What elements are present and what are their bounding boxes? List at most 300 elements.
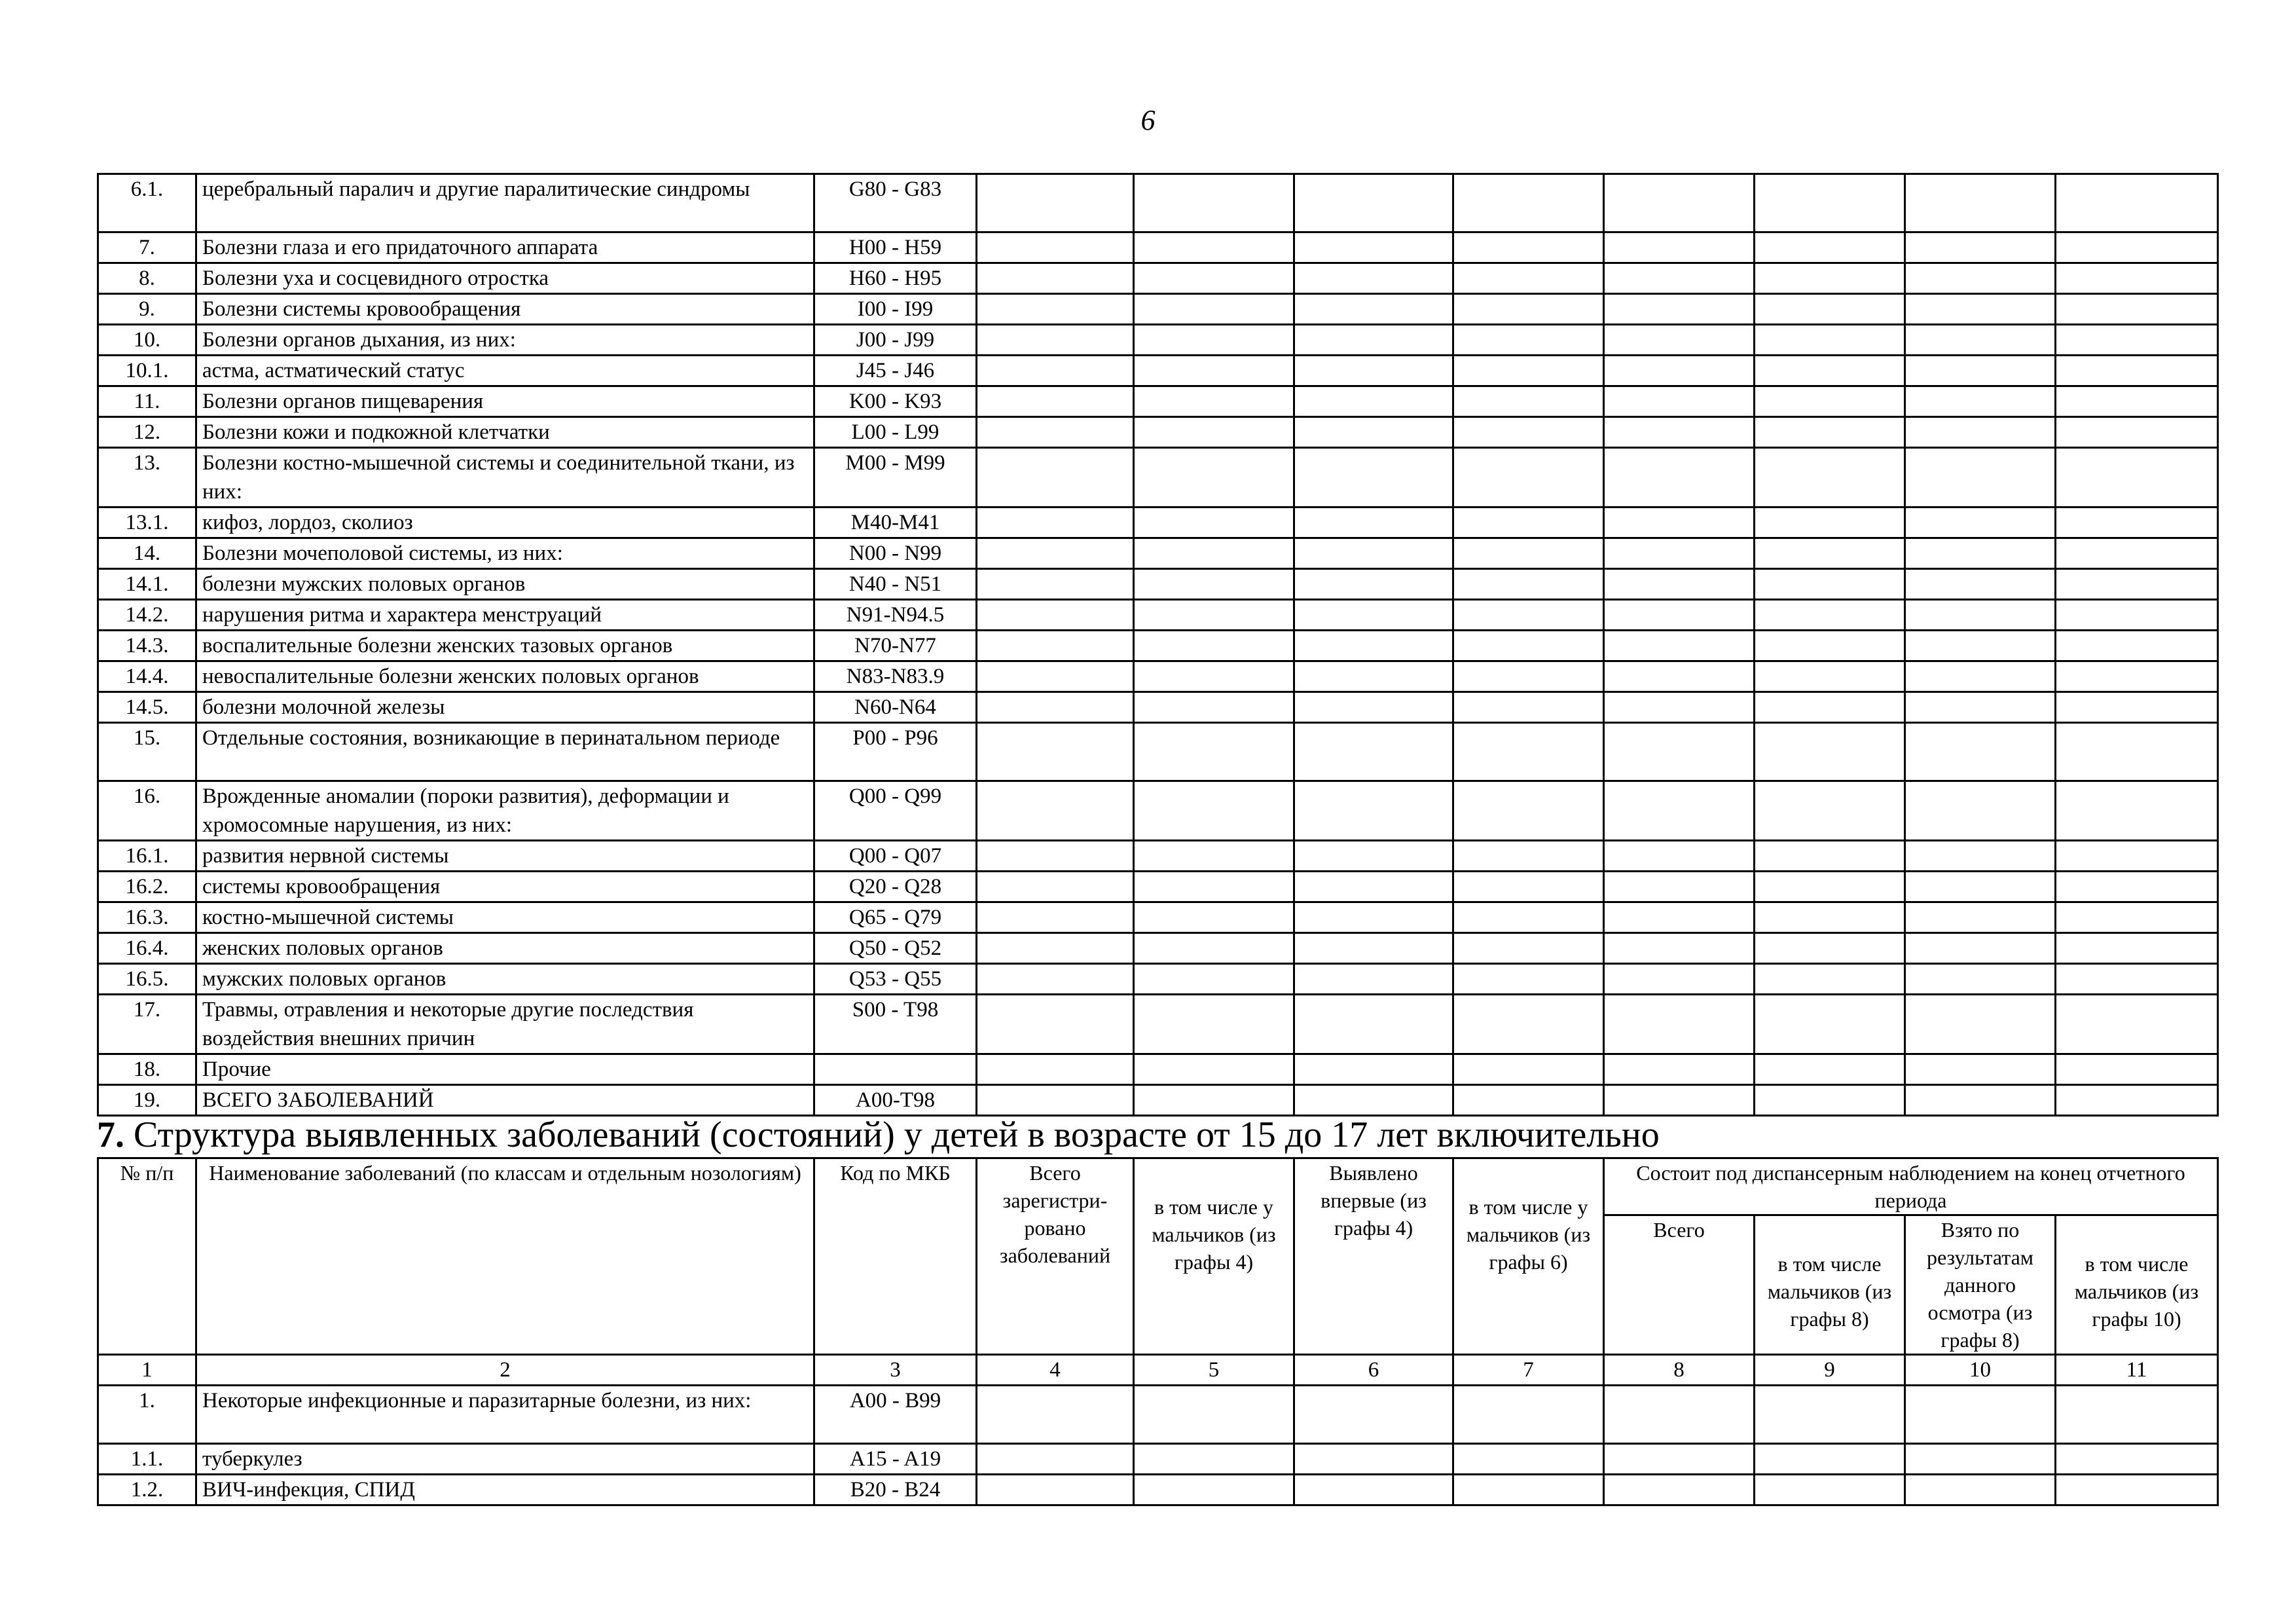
empty-cell[interactable] [1905, 174, 2056, 232]
empty-cell[interactable] [1294, 723, 1453, 781]
empty-cell[interactable] [1453, 263, 1604, 294]
empty-cell[interactable] [1453, 872, 1604, 902]
empty-cell[interactable] [2056, 723, 2218, 781]
empty-cell[interactable] [1604, 294, 1755, 325]
empty-cell[interactable] [977, 841, 1134, 872]
empty-cell[interactable] [1453, 964, 1604, 995]
empty-cell[interactable] [1134, 448, 1294, 507]
row-name: болезни мужских половых органов [196, 569, 814, 600]
empty-cell[interactable] [1604, 661, 1755, 692]
row-code: A15 - A19 [814, 1444, 977, 1475]
empty-cell[interactable] [1134, 325, 1294, 356]
empty-cell[interactable] [2056, 600, 2218, 631]
header-name: Наименование заболеваний (по классам и отдельным нозологиям) [196, 1158, 814, 1355]
empty-cell[interactable] [1604, 1444, 1755, 1475]
empty-cell[interactable] [1755, 1444, 1905, 1475]
row-name: болезни молочной железы [196, 692, 814, 723]
row-name: Болезни системы кровообращения [196, 294, 814, 325]
row-name: Болезни органов пищеварения [196, 386, 814, 417]
empty-cell[interactable] [977, 386, 1134, 417]
disease-table-continued [97, 173, 2219, 1116]
column-number: 7 [1453, 1355, 1604, 1386]
empty-cell[interactable] [977, 995, 1134, 1054]
row-number: 16.5. [98, 964, 196, 995]
empty-cell[interactable] [2056, 1054, 2218, 1085]
header-num: № п/п [98, 1158, 196, 1355]
empty-cell[interactable] [1755, 995, 1905, 1054]
empty-cell[interactable] [1905, 538, 2056, 569]
empty-cell[interactable] [977, 933, 1134, 964]
empty-cell[interactable] [1604, 569, 1755, 600]
empty-cell[interactable] [977, 448, 1134, 507]
row-code: N83-N83.9 [814, 661, 977, 692]
empty-cell[interactable] [2056, 964, 2218, 995]
empty-cell[interactable] [1453, 1444, 1604, 1475]
empty-cell[interactable] [1453, 1085, 1604, 1116]
empty-cell[interactable] [1294, 841, 1453, 872]
empty-cell[interactable] [1453, 325, 1604, 356]
empty-cell[interactable] [1134, 507, 1294, 538]
row-code: N40 - N51 [814, 569, 977, 600]
empty-cell[interactable] [1453, 1475, 1604, 1505]
empty-cell[interactable] [977, 692, 1134, 723]
empty-cell[interactable] [2056, 386, 2218, 417]
empty-cell[interactable] [2056, 1085, 2218, 1116]
row-number: 14.1. [98, 569, 196, 600]
row-code: N60-N64 [814, 692, 977, 723]
empty-cell[interactable] [1294, 417, 1453, 448]
empty-cell[interactable] [1294, 1475, 1453, 1505]
empty-cell[interactable] [1294, 631, 1453, 661]
empty-cell[interactable] [1134, 995, 1294, 1054]
table-row [98, 692, 2218, 723]
empty-cell[interactable] [977, 723, 1134, 781]
empty-cell[interactable] [1453, 507, 1604, 538]
empty-cell[interactable] [1453, 841, 1604, 872]
table-row [98, 356, 2218, 386]
table-row [98, 538, 2218, 569]
empty-cell[interactable] [1905, 872, 2056, 902]
empty-cell[interactable] [977, 325, 1134, 356]
row-name: туберкулез [196, 1444, 814, 1475]
empty-cell[interactable] [1294, 294, 1453, 325]
empty-cell[interactable] [1134, 661, 1294, 692]
empty-cell[interactable] [1604, 417, 1755, 448]
empty-cell[interactable] [1294, 964, 1453, 995]
empty-cell[interactable] [1134, 1085, 1294, 1116]
empty-cell[interactable] [1755, 872, 1905, 902]
empty-cell[interactable] [977, 507, 1134, 538]
column-number: 5 [1134, 1355, 1294, 1386]
row-code: A00-T98 [814, 1085, 977, 1116]
empty-cell[interactable] [1134, 781, 1294, 841]
empty-cell[interactable] [1134, 600, 1294, 631]
empty-cell[interactable] [2056, 631, 2218, 661]
table-row [98, 872, 2218, 902]
empty-cell[interactable] [1604, 356, 1755, 386]
empty-cell[interactable] [1905, 294, 2056, 325]
row-number: 13. [98, 448, 196, 507]
empty-cell[interactable] [2056, 263, 2218, 294]
empty-cell[interactable] [977, 174, 1134, 232]
empty-cell[interactable] [1294, 325, 1453, 356]
row-code: A00 - B99 [814, 1386, 977, 1444]
empty-cell[interactable] [2056, 417, 2218, 448]
row-code: L00 - L99 [814, 417, 977, 448]
empty-cell[interactable] [1294, 872, 1453, 902]
empty-cell[interactable] [1134, 1054, 1294, 1085]
empty-cell[interactable] [977, 600, 1134, 631]
empty-cell[interactable] [1905, 1386, 2056, 1444]
empty-cell[interactable] [1294, 692, 1453, 723]
table-row [98, 263, 2218, 294]
empty-cell[interactable] [1755, 448, 1905, 507]
empty-cell[interactable] [1134, 933, 1294, 964]
row-number: 15. [98, 723, 196, 781]
table-row [98, 631, 2218, 661]
table-row [98, 1386, 2218, 1444]
row-name: системы кровообращения [196, 872, 814, 902]
empty-cell[interactable] [1134, 538, 1294, 569]
empty-cell[interactable] [2056, 1444, 2218, 1475]
row-code: N70-N77 [814, 631, 977, 661]
empty-cell[interactable] [1453, 692, 1604, 723]
empty-cell[interactable] [1604, 1386, 1755, 1444]
empty-cell[interactable] [1604, 386, 1755, 417]
empty-cell[interactable] [1134, 386, 1294, 417]
empty-cell[interactable] [977, 1054, 1134, 1085]
empty-cell[interactable] [1453, 386, 1604, 417]
empty-cell[interactable] [1755, 569, 1905, 600]
table-row [98, 600, 2218, 631]
empty-cell[interactable] [1604, 933, 1755, 964]
empty-cell[interactable] [1604, 964, 1755, 995]
empty-cell[interactable] [1755, 325, 1905, 356]
empty-cell[interactable] [1905, 1054, 2056, 1085]
empty-cell[interactable] [977, 902, 1134, 933]
empty-cell[interactable] [2056, 294, 2218, 325]
empty-cell[interactable] [1134, 841, 1294, 872]
row-code: M40-M41 [814, 507, 977, 538]
empty-cell[interactable] [1755, 1054, 1905, 1085]
empty-cell[interactable] [1294, 781, 1453, 841]
empty-cell[interactable] [977, 1386, 1134, 1444]
empty-cell[interactable] [1604, 174, 1755, 232]
empty-cell[interactable] [1604, 448, 1755, 507]
empty-cell[interactable] [1905, 263, 2056, 294]
disease-structure-table [97, 1157, 2219, 1506]
empty-cell[interactable] [1905, 995, 2056, 1054]
empty-cell[interactable] [1604, 902, 1755, 933]
empty-cell[interactable] [1755, 232, 1905, 263]
empty-cell[interactable] [1134, 723, 1294, 781]
empty-cell[interactable] [1134, 631, 1294, 661]
empty-cell[interactable] [977, 872, 1134, 902]
empty-cell[interactable] [1294, 263, 1453, 294]
empty-cell[interactable] [1294, 1054, 1453, 1085]
row-number: 16.1. [98, 841, 196, 872]
empty-cell[interactable] [1755, 1085, 1905, 1116]
empty-cell[interactable] [1134, 964, 1294, 995]
column-number: 2 [196, 1355, 814, 1386]
empty-cell[interactable] [1905, 1085, 2056, 1116]
empty-cell[interactable] [1755, 174, 1905, 232]
empty-cell[interactable] [1905, 902, 2056, 933]
empty-cell[interactable] [1294, 386, 1453, 417]
empty-cell[interactable] [1604, 1054, 1755, 1085]
empty-cell[interactable] [1134, 232, 1294, 263]
empty-cell[interactable] [1604, 325, 1755, 356]
empty-cell[interactable] [977, 631, 1134, 661]
row-name: Врожденные аномалии (пороки развития), деформации и хромосомные нарушения, из них: [196, 781, 814, 841]
empty-cell[interactable] [1294, 448, 1453, 507]
empty-cell[interactable] [1905, 723, 2056, 781]
empty-cell[interactable] [1453, 232, 1604, 263]
empty-cell[interactable] [1453, 538, 1604, 569]
empty-cell[interactable] [1453, 781, 1604, 841]
empty-cell[interactable] [2056, 872, 2218, 902]
empty-cell[interactable] [1905, 448, 2056, 507]
row-code: B20 - B24 [814, 1475, 977, 1505]
empty-cell[interactable] [1604, 1475, 1755, 1505]
empty-cell[interactable] [2056, 232, 2218, 263]
empty-cell[interactable] [1755, 723, 1905, 781]
row-code: S00 - T98 [814, 995, 977, 1054]
empty-cell[interactable] [1134, 1475, 1294, 1505]
empty-cell[interactable] [1905, 232, 2056, 263]
column-number: 1 [98, 1355, 196, 1386]
empty-cell[interactable] [1134, 1386, 1294, 1444]
empty-cell[interactable] [1134, 294, 1294, 325]
empty-cell[interactable] [2056, 781, 2218, 841]
empty-cell[interactable] [1294, 356, 1453, 386]
row-name: Болезни органов дыхания, из них: [196, 325, 814, 356]
row-number: 1.1. [98, 1444, 196, 1475]
empty-cell[interactable] [1604, 781, 1755, 841]
empty-cell[interactable] [977, 1475, 1134, 1505]
empty-cell[interactable] [1294, 1085, 1453, 1116]
row-name: ВСЕГО ЗАБОЛЕВАНИЙ [196, 1085, 814, 1116]
empty-cell[interactable] [1905, 964, 2056, 995]
empty-cell[interactable] [1905, 933, 2056, 964]
header-disp-taken-boys: в том числе мальчиков (из графы 10) [2056, 1215, 2218, 1355]
empty-cell[interactable] [1755, 1386, 1905, 1444]
row-code: M00 - M99 [814, 448, 977, 507]
empty-cell[interactable] [1134, 356, 1294, 386]
empty-cell[interactable] [1453, 1386, 1604, 1444]
empty-cell[interactable] [1453, 294, 1604, 325]
empty-cell[interactable] [1453, 933, 1604, 964]
row-name: нарушения ритма и характера менструаций [196, 600, 814, 631]
empty-cell[interactable] [977, 538, 1134, 569]
row-number: 1. [98, 1386, 196, 1444]
empty-cell[interactable] [1294, 232, 1453, 263]
empty-cell[interactable] [1294, 995, 1453, 1054]
empty-cell[interactable] [1905, 325, 2056, 356]
empty-cell[interactable] [1604, 263, 1755, 294]
empty-cell[interactable] [1294, 174, 1453, 232]
empty-cell[interactable] [1604, 723, 1755, 781]
empty-cell[interactable] [1604, 600, 1755, 631]
row-code: Q00 - Q99 [814, 781, 977, 841]
empty-cell[interactable] [1453, 723, 1604, 781]
empty-cell[interactable] [1134, 417, 1294, 448]
empty-cell[interactable] [1905, 386, 2056, 417]
empty-cell[interactable] [1604, 841, 1755, 872]
row-number: 9. [98, 294, 196, 325]
empty-cell[interactable] [2056, 448, 2218, 507]
row-name: невоспалительные болезни женских половых органов [196, 661, 814, 692]
empty-cell[interactable] [977, 1085, 1134, 1116]
empty-cell[interactable] [1134, 174, 1294, 232]
empty-cell[interactable] [1905, 692, 2056, 723]
empty-cell[interactable] [1604, 692, 1755, 723]
empty-cell[interactable] [1755, 631, 1905, 661]
empty-cell[interactable] [1453, 448, 1604, 507]
empty-cell[interactable] [2056, 902, 2218, 933]
row-code: Q00 - Q07 [814, 841, 977, 872]
empty-cell[interactable] [1755, 263, 1905, 294]
empty-cell[interactable] [1905, 661, 2056, 692]
empty-cell[interactable] [1604, 538, 1755, 569]
empty-cell[interactable] [1294, 902, 1453, 933]
empty-cell[interactable] [1755, 600, 1905, 631]
table-row [98, 841, 2218, 872]
empty-cell[interactable] [1905, 781, 2056, 841]
empty-cell[interactable] [1453, 902, 1604, 933]
row-number: 16. [98, 781, 196, 841]
empty-cell[interactable] [977, 356, 1134, 386]
row-number: 12. [98, 417, 196, 448]
row-name: Болезни уха и сосцевидного отростка [196, 263, 814, 294]
empty-cell[interactable] [1294, 1386, 1453, 1444]
empty-cell[interactable] [1755, 417, 1905, 448]
table-row [98, 1475, 2218, 1505]
empty-cell[interactable] [2056, 569, 2218, 600]
empty-cell[interactable] [977, 569, 1134, 600]
empty-cell[interactable] [1453, 995, 1604, 1054]
empty-cell[interactable] [1294, 933, 1453, 964]
empty-cell[interactable] [1134, 1444, 1294, 1475]
empty-cell[interactable] [1604, 872, 1755, 902]
empty-cell[interactable] [2056, 356, 2218, 386]
empty-cell[interactable] [1294, 569, 1453, 600]
empty-cell[interactable] [1905, 841, 2056, 872]
header-first: Выявлено впервые (из графы 4) [1294, 1158, 1453, 1355]
empty-cell[interactable] [1755, 386, 1905, 417]
empty-cell[interactable] [977, 417, 1134, 448]
row-name: Болезни глаза и его придаточного аппарата [196, 232, 814, 263]
empty-cell[interactable] [1294, 538, 1453, 569]
empty-cell[interactable] [2056, 538, 2218, 569]
empty-cell[interactable] [2056, 507, 2218, 538]
empty-cell[interactable] [1755, 692, 1905, 723]
empty-cell[interactable] [1134, 263, 1294, 294]
empty-cell[interactable] [977, 781, 1134, 841]
empty-cell[interactable] [1453, 1054, 1604, 1085]
empty-cell[interactable] [1755, 356, 1905, 386]
empty-cell[interactable] [1604, 232, 1755, 263]
empty-cell[interactable] [1755, 902, 1905, 933]
empty-cell[interactable] [1294, 507, 1453, 538]
empty-cell[interactable] [1755, 964, 1905, 995]
empty-cell[interactable] [1294, 1444, 1453, 1475]
empty-cell[interactable] [1294, 600, 1453, 631]
empty-cell[interactable] [1453, 356, 1604, 386]
empty-cell[interactable] [1905, 631, 2056, 661]
column-numbers-row [98, 1355, 2218, 1386]
empty-cell[interactable] [2056, 995, 2218, 1054]
empty-cell[interactable] [1453, 417, 1604, 448]
empty-cell[interactable] [977, 263, 1134, 294]
empty-cell[interactable] [1755, 933, 1905, 964]
empty-cell[interactable] [977, 294, 1134, 325]
table-row [98, 507, 2218, 538]
empty-cell[interactable] [2056, 174, 2218, 232]
empty-cell[interactable] [1755, 841, 1905, 872]
empty-cell[interactable] [1905, 1444, 2056, 1475]
empty-cell[interactable] [2056, 692, 2218, 723]
table-row [98, 902, 2218, 933]
empty-cell[interactable] [1294, 661, 1453, 692]
empty-cell[interactable] [977, 964, 1134, 995]
empty-cell[interactable] [1604, 507, 1755, 538]
row-number: 14.4. [98, 661, 196, 692]
empty-cell[interactable] [2056, 933, 2218, 964]
empty-cell[interactable] [2056, 325, 2218, 356]
empty-cell[interactable] [977, 661, 1134, 692]
header-dispensary: Состоит под диспансерным наблюдением на конец отчетного периода [1604, 1158, 2218, 1215]
empty-cell[interactable] [1755, 1475, 1905, 1505]
empty-cell[interactable] [1134, 692, 1294, 723]
empty-cell[interactable] [1905, 356, 2056, 386]
empty-cell[interactable] [1134, 902, 1294, 933]
empty-cell[interactable] [1755, 661, 1905, 692]
row-number: 11. [98, 386, 196, 417]
empty-cell[interactable] [1755, 294, 1905, 325]
empty-cell[interactable] [1453, 174, 1604, 232]
empty-cell[interactable] [1604, 1085, 1755, 1116]
empty-cell[interactable] [1755, 538, 1905, 569]
empty-cell[interactable] [1453, 569, 1604, 600]
empty-cell[interactable] [1755, 781, 1905, 841]
row-name: астма, астматический статус [196, 356, 814, 386]
row-code: H00 - H59 [814, 232, 977, 263]
empty-cell[interactable] [1604, 995, 1755, 1054]
section-title-text: Структура выявленных заболеваний (состояний) у детей в возрасте от 15 до 17 лет включительно [134, 1115, 1660, 1155]
empty-cell[interactable] [1134, 569, 1294, 600]
empty-cell[interactable] [1453, 631, 1604, 661]
empty-cell[interactable] [2056, 1386, 2218, 1444]
empty-cell[interactable] [1905, 507, 2056, 538]
header-disp-taken: Взято по результатам данного осмотра (из графы 8) [1905, 1215, 2056, 1355]
empty-cell[interactable] [1134, 872, 1294, 902]
row-code: H60 - H95 [814, 263, 977, 294]
empty-cell[interactable] [2056, 841, 2218, 872]
empty-cell[interactable] [1755, 507, 1905, 538]
empty-cell[interactable] [1905, 600, 2056, 631]
empty-cell[interactable] [1453, 661, 1604, 692]
empty-cell[interactable] [1604, 631, 1755, 661]
empty-cell[interactable] [1453, 600, 1604, 631]
empty-cell[interactable] [977, 1444, 1134, 1475]
empty-cell[interactable] [1905, 417, 2056, 448]
empty-cell[interactable] [2056, 661, 2218, 692]
empty-cell[interactable] [2056, 1475, 2218, 1505]
empty-cell[interactable] [1905, 569, 2056, 600]
empty-cell[interactable] [977, 232, 1134, 263]
empty-cell[interactable] [1905, 1475, 2056, 1505]
